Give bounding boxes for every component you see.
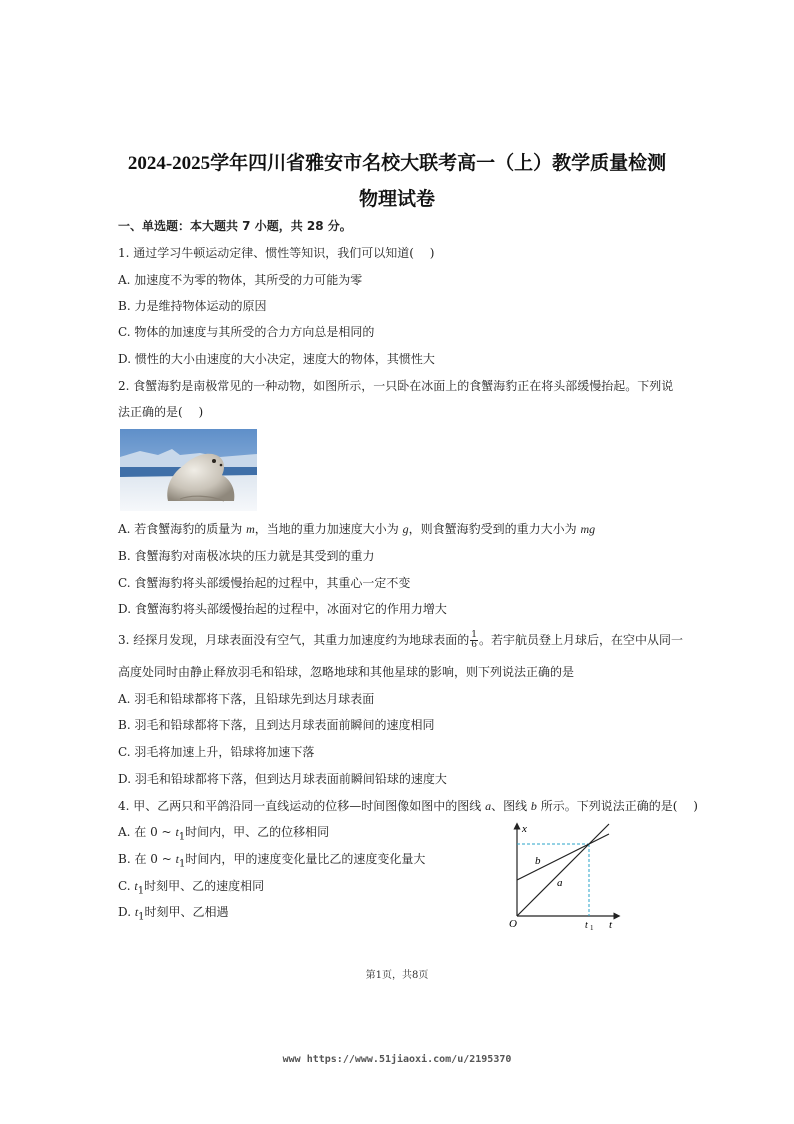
question-2-option-c: C. 食蟹海豹将头部缓慢抬起的过程中，其重心一定不变 [118, 576, 411, 590]
option-text: A. 在 0 ~ [118, 825, 176, 839]
math-mg: mg [580, 522, 596, 536]
watermark-url: www https://www.51jiaoxi.com/u/2195370 [282, 1054, 512, 1065]
option-text: 时刻甲、乙相遇 [144, 905, 229, 919]
option-text: ，则食蟹海豹受到的重力大小为 [408, 522, 581, 536]
fraction-numerator: 1 [471, 630, 478, 640]
question-2-option-d: D. 食蟹海豹将头部缓慢抬起的过程中，冰面对它的作用力增大 [118, 602, 447, 616]
math-t: t [134, 879, 138, 893]
question-2-option-b: B. 食蟹海豹对南极冰块的压力就是其受到的重力 [118, 549, 375, 563]
math-t: t [175, 825, 179, 839]
question-3-option-c: C. 羽毛将加速上升，铅球将加速下落 [118, 745, 315, 759]
math-a: a [485, 799, 492, 813]
question-3-option-a: A. 羽毛和铅球都将下落，且铅球先到达月球表面 [118, 692, 375, 706]
fraction-denominator: 6 [471, 640, 478, 650]
section-heading: 一、单选题：本大题共 7 小题，共 28 分。 [118, 219, 352, 233]
stem-text: 4. 甲、乙两只和平鸽沿同一直线运动的位移—时间图像如图中的图线 [118, 799, 486, 813]
math-m: m [246, 522, 255, 536]
question-4-stem [118, 798, 698, 814]
math-t: t [175, 852, 179, 866]
t1-subscript: 1 [590, 924, 594, 932]
seal-photo [120, 429, 257, 511]
option-text: ，当地的重力加速度大小为 [254, 522, 403, 536]
option-text: C. [118, 879, 135, 893]
math-subscript: 1 [138, 911, 145, 923]
line-b [517, 834, 609, 880]
question-4-option-a [118, 824, 329, 845]
t1-label: t [585, 920, 588, 931]
option-text: B. 在 0 ~ [118, 852, 176, 866]
fraction-one-sixth [470, 631, 478, 650]
exam-title: 2024-2025学年四川省雅安市名校大联考高一（上）教学质量检测 [127, 153, 667, 174]
stem-text: 3. 经探月发现，月球表面没有空气，其重力加速度约为地球表面的 [118, 633, 470, 647]
math-subscript: 1 [137, 885, 145, 897]
option-text: 时间内，甲、乙的位移相同 [185, 825, 330, 839]
line-a [517, 824, 609, 916]
question-1-option-a: A. 加速度不为零的物体，其所受的力可能为零 [118, 273, 363, 287]
option-text: 时刻甲、乙的速度相同 [144, 879, 265, 893]
question-4-option-c [118, 878, 264, 899]
xt-graph [505, 820, 625, 932]
question-1-stem: 1. 通过学习牛顿运动定律、惯性等知识，我们可以知道( ) [118, 246, 435, 260]
question-3-option-b: B. 羽毛和铅球都将下落，且到达月球表面前瞬间的速度相同 [118, 718, 435, 732]
option-text: D. [118, 905, 135, 919]
line-a-label: a [557, 877, 563, 889]
stem-text: 所示。下列说法正确的是( ) [536, 799, 698, 813]
question-4-option-d [118, 904, 229, 925]
math-g: g [402, 522, 409, 536]
question-4-option-b [118, 851, 425, 872]
seal-illustration [120, 429, 257, 511]
question-1-option-b: B. 力是维持物体运动的原因 [118, 299, 267, 313]
exam-subtitle: 物理试卷 [358, 189, 435, 210]
math-t: t [134, 905, 139, 919]
question-2-stem-line1: 2. 食蟹海豹是南极常见的一种动物，如图所示，一只卧在冰面上的食蟹海豹正在将头部缓慢抬起。下列说 [118, 379, 674, 393]
math-subscript: 1 [178, 831, 186, 843]
y-axis-label: x [522, 823, 527, 835]
question-1-option-c: C. 物体的加速度与其所受的合力方向总是相同的 [118, 325, 375, 339]
math-b: b [530, 799, 537, 813]
xt-graph-svg [505, 820, 625, 932]
question-2-option-a [118, 521, 595, 537]
option-text: A. 若食蟹海豹的质量为 [118, 522, 247, 536]
question-1-option-d: D. 惯性的大小由速度的大小决定，速度大的物体，其惯性大 [118, 352, 435, 366]
question-2-stem-line2: 法正确的是( ) [118, 405, 204, 419]
question-3-stem-line1 [118, 631, 683, 650]
x-axis-label: t [609, 919, 613, 931]
line-b-label: b [535, 855, 541, 867]
option-text: 时间内，甲的速度变化量比乙的速度变化量大 [185, 852, 426, 866]
math-subscript: 1 [178, 858, 186, 870]
stem-text: 。若宇航员登上月球后，在空中从同一 [479, 633, 684, 647]
stem-text: 、图线 [491, 799, 531, 813]
origin-label: O [509, 918, 517, 930]
question-3-option-d: D. 羽毛和铅球都将下落，但到达月球表面前瞬间铅球的速度大 [118, 772, 447, 786]
question-3-stem-line2: 高度处同时由静止释放羽毛和铅球，忽略地球和其他星球的影响，则下列说法正确的是 [118, 665, 575, 679]
page-footer: 第1页，共8页 [365, 970, 429, 981]
